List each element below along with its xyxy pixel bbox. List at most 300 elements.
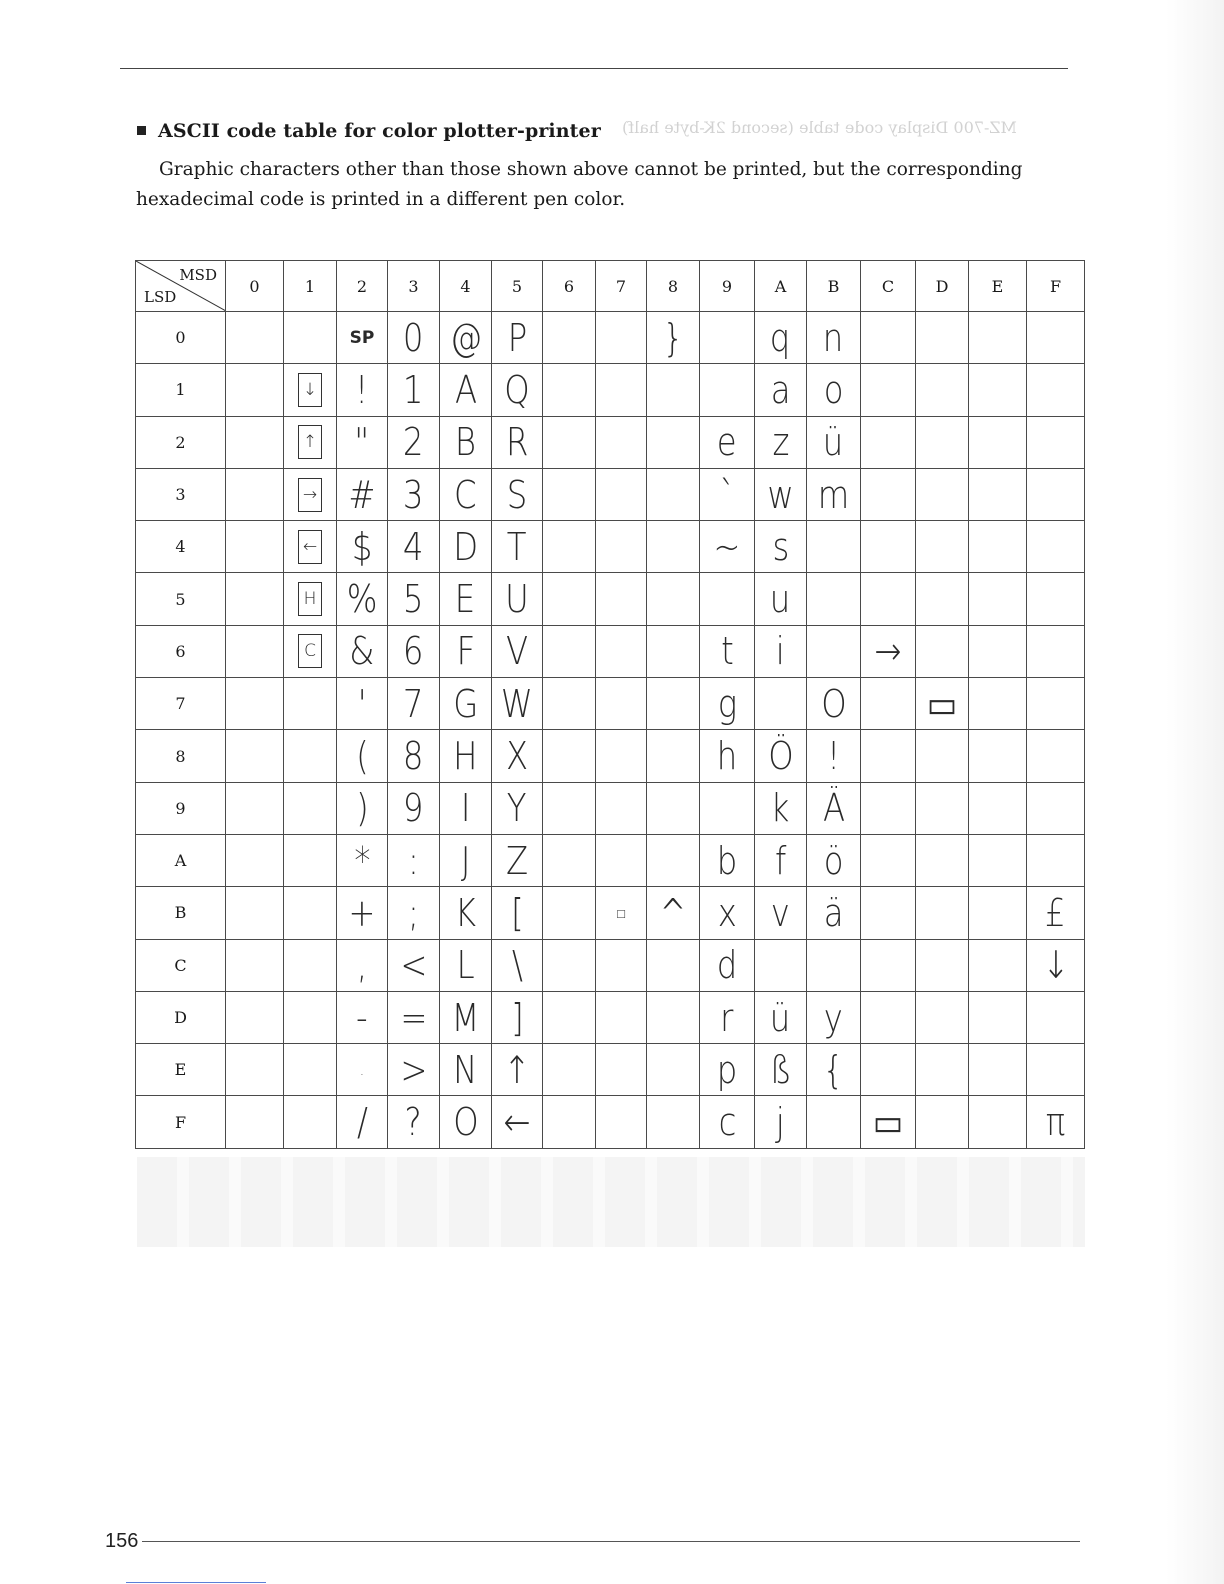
code-cell (647, 939, 700, 991)
plotter-glyph: ' (357, 681, 367, 726)
code-cell (700, 1044, 755, 1096)
plotter-glyph: v (770, 890, 791, 935)
code-cell (337, 939, 388, 991)
code-cell (337, 364, 388, 416)
plotter-glyph: ß (769, 1047, 792, 1092)
code-cell (284, 416, 337, 468)
code-cell (916, 416, 969, 468)
code-cell (755, 521, 807, 573)
plotter-glyph: Ö (767, 734, 794, 779)
code-cell (700, 887, 755, 939)
code-cell (861, 678, 916, 730)
code-cell (647, 834, 700, 886)
plotter-glyph: ä (823, 890, 844, 935)
column-header-d: D (916, 261, 969, 312)
plotter-glyph: : (408, 838, 419, 883)
table-row (136, 782, 1085, 834)
plotter-glyph: 0 (403, 315, 424, 360)
code-cell (284, 364, 337, 416)
code-cell (969, 991, 1027, 1043)
column-header-2: 2 (337, 261, 388, 312)
plotter-glyph: P (507, 315, 527, 360)
plotter-glyph: U (505, 577, 529, 622)
column-header-0: 0 (226, 261, 284, 312)
code-cell (755, 678, 807, 730)
code-cell (440, 730, 492, 782)
row-header-5: 5 (136, 573, 226, 625)
table-header-row (136, 261, 1085, 312)
plotter-glyph: C (454, 472, 477, 517)
code-cell (596, 468, 647, 520)
plotter-glyph: } (662, 315, 684, 360)
code-cell (388, 730, 440, 782)
code-cell (916, 625, 969, 677)
code-cell (226, 1044, 284, 1096)
column-header-e: E (969, 261, 1027, 312)
code-cell (543, 782, 596, 834)
plotter-glyph: ! (827, 734, 840, 779)
code-cell (337, 991, 388, 1043)
code-cell (1027, 1044, 1085, 1096)
code-cell (861, 364, 916, 416)
code-cell (440, 782, 492, 834)
code-cell (969, 1044, 1027, 1096)
code-cell (969, 782, 1027, 834)
code-cell (596, 782, 647, 834)
code-cell (916, 312, 969, 364)
plotter-glyph: [ (510, 890, 524, 935)
plotter-glyph: " (354, 420, 370, 465)
code-cell (807, 416, 861, 468)
code-cell (969, 312, 1027, 364)
code-cell (969, 834, 1027, 886)
plotter-glyph: → (874, 629, 902, 674)
code-cell (226, 939, 284, 991)
plotter-glyph: H (298, 582, 322, 616)
code-cell (969, 1096, 1027, 1148)
code-cell (700, 678, 755, 730)
plotter-glyph: V (505, 629, 529, 674)
code-cell (807, 730, 861, 782)
code-cell (861, 1096, 916, 1148)
code-cell (596, 1096, 647, 1148)
code-cell (916, 782, 969, 834)
row-header-b: B (136, 887, 226, 939)
code-cell (388, 364, 440, 416)
code-cell (440, 1044, 492, 1096)
plotter-glyph: 1 (403, 367, 424, 412)
code-cell (337, 834, 388, 886)
code-cell (916, 939, 969, 991)
code-cell (226, 991, 284, 1043)
plotter-glyph: Q (504, 367, 530, 412)
plotter-glyph: ~ (713, 524, 741, 569)
code-cell (543, 312, 596, 364)
table-row (136, 939, 1085, 991)
code-cell (807, 991, 861, 1043)
plotter-glyph: { (823, 1047, 844, 1092)
code-cell (388, 991, 440, 1043)
plotter-glyph: p (716, 1047, 738, 1092)
code-cell (440, 468, 492, 520)
code-cell (492, 834, 543, 886)
code-cell (755, 573, 807, 625)
row-header-1: 1 (136, 364, 226, 416)
plotter-glyph: C (298, 634, 322, 668)
plotter-glyph: % (346, 577, 378, 622)
code-cell (647, 1096, 700, 1148)
code-cell (440, 312, 492, 364)
code-cell (647, 573, 700, 625)
plotter-glyph: @ (449, 315, 482, 360)
code-cell (226, 468, 284, 520)
lsd-label: LSD (144, 288, 177, 306)
code-cell (284, 521, 337, 573)
code-cell (337, 468, 388, 520)
plotter-glyph: ↑ (298, 425, 322, 459)
code-cell (596, 678, 647, 730)
code-cell (596, 416, 647, 468)
plotter-glyph: ö (823, 838, 844, 883)
code-cell (807, 573, 861, 625)
code-cell (543, 468, 596, 520)
code-cell (700, 521, 755, 573)
code-cell (337, 730, 388, 782)
plotter-glyph: < (399, 943, 428, 988)
row-header-a: A (136, 834, 226, 886)
code-cell (861, 1044, 916, 1096)
code-cell (647, 521, 700, 573)
code-cell (916, 991, 969, 1043)
code-cell (1027, 312, 1085, 364)
table-row (136, 468, 1085, 520)
code-cell (807, 521, 861, 573)
code-cell (1027, 730, 1085, 782)
plotter-glyph: F (456, 629, 475, 674)
code-cell (755, 939, 807, 991)
plotter-glyph: x (717, 890, 737, 935)
code-cell (861, 887, 916, 939)
code-cell (337, 782, 388, 834)
plotter-glyph: a (770, 367, 791, 412)
plotter-glyph: L (456, 943, 475, 988)
plotter-glyph: ] (510, 995, 524, 1040)
code-cell (543, 730, 596, 782)
plotter-glyph: £ (1045, 890, 1066, 935)
code-cell (543, 887, 596, 939)
plotter-glyph: ↑ (503, 1047, 531, 1092)
plotter-glyph: 6 (403, 629, 424, 674)
plotter-glyph: Z (505, 838, 529, 883)
table-row (136, 521, 1085, 573)
code-cell (337, 312, 388, 364)
code-cell (755, 468, 807, 520)
plotter-glyph: b (716, 838, 738, 883)
code-cell (596, 887, 647, 939)
code-cell (861, 521, 916, 573)
code-cell (807, 887, 861, 939)
plotter-glyph: s (772, 524, 789, 569)
code-cell (596, 521, 647, 573)
row-header-7: 7 (136, 678, 226, 730)
row-header-d: D (136, 991, 226, 1043)
plotter-glyph: 7 (403, 681, 424, 726)
code-cell (1027, 364, 1085, 416)
plotter-glyph: # (348, 472, 376, 517)
code-cell (543, 625, 596, 677)
code-cell (284, 782, 337, 834)
code-cell (969, 678, 1027, 730)
code-cell (861, 991, 916, 1043)
plotter-glyph: ; (408, 890, 419, 935)
code-cell (284, 468, 337, 520)
code-cell (916, 521, 969, 573)
bleed-through-grid (137, 1157, 1085, 1247)
code-cell (388, 887, 440, 939)
code-cell (596, 312, 647, 364)
code-cell (916, 1096, 969, 1148)
code-cell (440, 939, 492, 991)
square-bullet-icon (137, 126, 146, 135)
plotter-glyph: O (820, 681, 847, 726)
plotter-glyph: , (356, 943, 368, 988)
code-cell (492, 782, 543, 834)
code-cell (1027, 468, 1085, 520)
plotter-glyph: T (507, 524, 527, 569)
table-row (136, 1044, 1085, 1096)
code-cell (492, 468, 543, 520)
code-cell (226, 887, 284, 939)
code-cell (226, 312, 284, 364)
code-cell (388, 1096, 440, 1148)
plotter-glyph: f (774, 838, 787, 883)
plotter-glyph: 4 (403, 524, 424, 569)
plotter-glyph: 3 (403, 472, 424, 517)
plotter-glyph: ← (298, 530, 322, 564)
code-cell (440, 625, 492, 677)
code-cell (388, 939, 440, 991)
code-cell (969, 625, 1027, 677)
code-cell (1027, 625, 1085, 677)
code-cell (388, 782, 440, 834)
plotter-glyph: d (716, 943, 738, 988)
plotter-glyph: / (356, 1100, 368, 1145)
plotter-glyph: G (452, 681, 479, 726)
plotter-glyph: r (720, 995, 734, 1040)
code-cell (1027, 939, 1085, 991)
ascii-code-table (135, 260, 1085, 1149)
bottom-rule (142, 1541, 1080, 1542)
code-cell (596, 573, 647, 625)
code-cell (337, 625, 388, 677)
code-cell (596, 939, 647, 991)
code-cell (440, 991, 492, 1043)
row-header-0: 0 (136, 312, 226, 364)
plotter-glyph: ? (404, 1100, 423, 1145)
plotter-glyph: ▭ (872, 1100, 904, 1145)
code-cell (647, 730, 700, 782)
code-cell (916, 834, 969, 886)
code-cell (492, 887, 543, 939)
row-header-3: 3 (136, 468, 226, 520)
code-cell (1027, 782, 1085, 834)
code-cell (388, 573, 440, 625)
plotter-glyph: c (718, 1100, 736, 1145)
table-row (136, 730, 1085, 782)
code-cell (226, 416, 284, 468)
code-cell (543, 939, 596, 991)
code-cell (700, 1096, 755, 1148)
page-number: 156 (105, 1530, 139, 1552)
row-header-8: 8 (136, 730, 226, 782)
column-header-3: 3 (388, 261, 440, 312)
plotter-glyph: 5 (403, 577, 424, 622)
code-cell (700, 834, 755, 886)
description-paragraph: Graphic characters other than those shown above cannot be printed, but the corresponding hexadecimal code is printed in a different pen color. (136, 159, 1023, 210)
code-cell (388, 678, 440, 730)
code-cell (284, 991, 337, 1043)
code-cell (226, 678, 284, 730)
plotter-glyph: ↓ (298, 373, 322, 407)
code-cell (337, 573, 388, 625)
code-cell (440, 887, 492, 939)
code-cell (969, 887, 1027, 939)
plotter-glyph: ! (355, 367, 369, 412)
code-cell (596, 834, 647, 886)
code-cell (1027, 991, 1085, 1043)
plotter-glyph: g (717, 681, 737, 726)
table-row (136, 678, 1085, 730)
column-header-1: 1 (284, 261, 337, 312)
code-cell (1027, 416, 1085, 468)
table-row (136, 1096, 1085, 1148)
code-cell (647, 364, 700, 416)
code-cell (440, 416, 492, 468)
code-cell (647, 416, 700, 468)
code-cell (388, 834, 440, 886)
code-cell (807, 468, 861, 520)
code-cell (647, 1044, 700, 1096)
code-cell (388, 521, 440, 573)
code-cell (861, 468, 916, 520)
code-cell (337, 521, 388, 573)
code-cell (388, 1044, 440, 1096)
code-cell (337, 1096, 388, 1148)
code-cell (861, 416, 916, 468)
table-row (136, 834, 1085, 886)
row-header-4: 4 (136, 521, 226, 573)
plotter-glyph: t (720, 629, 734, 674)
section-heading (137, 120, 601, 142)
row-header-6: 6 (136, 625, 226, 677)
table-row (136, 887, 1085, 939)
code-cell (337, 678, 388, 730)
code-cell (755, 625, 807, 677)
plotter-glyph: ` (718, 472, 736, 517)
code-cell (755, 991, 807, 1043)
plotter-glyph: ( (355, 734, 369, 779)
row-header-e: E (136, 1044, 226, 1096)
code-cell (440, 573, 492, 625)
code-cell (284, 730, 337, 782)
code-cell (916, 678, 969, 730)
code-cell (388, 625, 440, 677)
column-header-6: 6 (543, 261, 596, 312)
plotter-glyph: = (399, 995, 428, 1040)
code-cell (861, 312, 916, 364)
plotter-glyph: S (506, 472, 528, 517)
code-cell (647, 991, 700, 1043)
code-cell (543, 364, 596, 416)
code-cell (969, 939, 1027, 991)
code-cell (226, 625, 284, 677)
footer-link-underline (126, 1582, 266, 1583)
code-cell (969, 521, 1027, 573)
code-cell (700, 573, 755, 625)
plotter-glyph: A (454, 367, 477, 412)
plotter-glyph: m (817, 472, 850, 517)
code-cell (807, 939, 861, 991)
code-cell (337, 1044, 388, 1096)
code-cell (284, 1096, 337, 1148)
ascii-code-table-wrapper (135, 260, 1085, 1149)
plotter-glyph: n (823, 315, 844, 360)
code-cell (861, 730, 916, 782)
code-cell (755, 1044, 807, 1096)
plotter-glyph: h (716, 734, 738, 779)
code-cell (916, 364, 969, 416)
row-header-f: F (136, 1096, 226, 1148)
code-cell (807, 625, 861, 677)
column-header-5: 5 (492, 261, 543, 312)
plotter-glyph: D (453, 524, 478, 569)
plotter-glyph: q (770, 315, 791, 360)
code-cell (388, 312, 440, 364)
code-cell (492, 939, 543, 991)
code-cell (337, 416, 388, 468)
plotter-glyph: K (454, 890, 477, 935)
code-cell (700, 312, 755, 364)
table-row (136, 625, 1085, 677)
table-row (136, 312, 1085, 364)
code-cell (755, 730, 807, 782)
code-cell (755, 364, 807, 416)
column-header-7: 7 (596, 261, 647, 312)
code-cell (543, 991, 596, 1043)
plotter-glyph: . (359, 1064, 365, 1080)
plotter-glyph: y (823, 995, 844, 1040)
code-cell (969, 573, 1027, 625)
column-header-8: 8 (647, 261, 700, 312)
plotter-glyph: 9 (403, 786, 424, 831)
code-cell (969, 730, 1027, 782)
code-cell (861, 625, 916, 677)
code-cell (700, 625, 755, 677)
code-cell (284, 573, 337, 625)
code-cell (492, 730, 543, 782)
code-cell (969, 416, 1027, 468)
code-cell (440, 678, 492, 730)
table-row (136, 573, 1085, 625)
code-cell (543, 834, 596, 886)
code-cell (543, 678, 596, 730)
code-cell (700, 782, 755, 834)
row-header-9: 9 (136, 782, 226, 834)
code-cell (647, 625, 700, 677)
section-heading-text: ASCII code table for color plotter-printer (158, 120, 601, 142)
code-cell (700, 416, 755, 468)
code-cell (543, 1096, 596, 1148)
